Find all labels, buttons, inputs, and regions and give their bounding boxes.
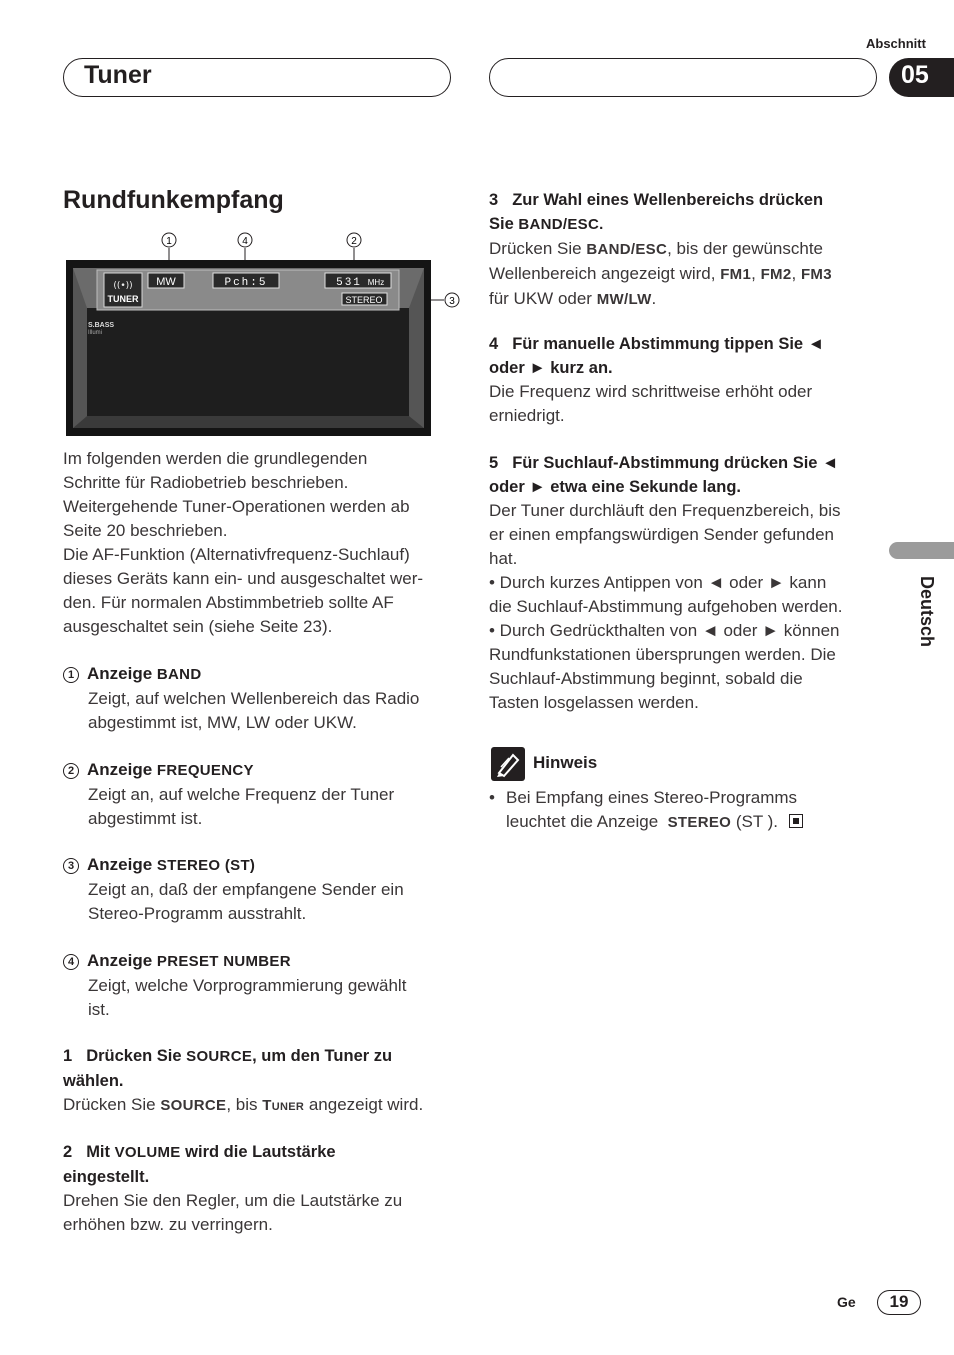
legend-item-1 <box>63 662 463 735</box>
intro-line: Im folgenden werden die grundlegenden <box>63 449 368 468</box>
display-preset: Pch:5 <box>224 277 268 289</box>
step-3: 3 Zur Wahl eines Wellenbereichs drücken Sie BAND/ESC. Drücken Sie BAND/ESC, bis der gewünschte Wellenbereich angezeigt wird, FM1, FM2, FM3 für UKW oder MW/LW. <box>489 191 832 308</box>
step-number: 2 <box>63 1143 73 1161</box>
display-stereo: STEREO <box>345 295 383 305</box>
page-number: 19 <box>889 1292 909 1311</box>
section-heading: Rundfunkempfang <box>63 186 284 214</box>
display-tuner-label: TUNER <box>107 294 139 304</box>
chapter-title-box <box>63 58 451 97</box>
display-frequency: 531 <box>336 277 362 289</box>
intro-line: Schritte für Radiobetrieb beschrieben. <box>63 473 349 492</box>
display-illumi: Illumi <box>88 330 103 336</box>
svg-text:1: 1 <box>166 236 172 247</box>
side-tab-bar <box>889 542 954 559</box>
intro-line: Seite 20 beschrieben. <box>63 521 228 540</box>
svg-text:4: 4 <box>242 236 248 247</box>
step-5: 5 Für Suchlauf-Abstimmung drücken Sie ◄ oder ► etwa eine Sekunde lang. Der Tuner durchläuft den Frequenzbereich, bis er einen empfangswürdigen Sender gefunden hat. • Durch kurzes Antippen von ◄ oder ► kann die Suchlauf-Abstimmung aufgehoben werden. • Durch Gedrückthalten von ◄ oder ► können Rundfunkstationen übersprungen werden. Die Suchlauf-Abstimmung beginnt, sobald die Tasten losgelassen werden. <box>489 454 843 712</box>
item-number: 3 <box>63 858 79 874</box>
note-icon <box>491 747 525 781</box>
item-label: Anzeige <box>87 664 153 683</box>
step-number: 5 <box>489 454 499 472</box>
intro-line: Weitergehende Tuner-Operationen werden ab <box>63 497 410 516</box>
item-label: Anzeige <box>87 951 153 970</box>
display-illustration <box>63 228 463 438</box>
item-desc-line: ist. <box>88 1000 110 1019</box>
section-number: 05 <box>901 61 929 89</box>
item-term: STEREO (ST) <box>156 857 256 874</box>
legend-item-3 <box>63 853 463 926</box>
svg-text:3: 3 <box>449 296 455 307</box>
item-desc-line: Zeigt an, auf welche Frequenz der Tuner <box>88 785 395 804</box>
item-desc-line: Stereo-Programm ausstrahlt. <box>88 904 307 923</box>
note-title: Hinweis <box>533 753 598 772</box>
intro-line: dieses Geräts kann ein- und ausgeschaltet wer- <box>63 569 424 588</box>
note-body: • Bei Empfang eines Stereo-Programms leuchtet die Anzeige STEREO (ST ). <box>489 786 879 835</box>
intro-paragraph <box>63 447 463 639</box>
intro-line: ausgeschaltet sein (siehe Seite 23). <box>63 617 333 636</box>
step-number: 3 <box>489 191 499 209</box>
chapter-title: Tuner <box>84 61 152 89</box>
item-desc-line: abgestimmt ist. <box>88 809 203 828</box>
svg-text:((•)): ((•)) <box>113 281 133 291</box>
item-desc-line: Zeigt, auf welchen Wellenbereich das Radio <box>88 689 420 708</box>
side-tab-language: Deutsch <box>917 576 937 648</box>
display-freq-unit: MHz <box>367 278 385 287</box>
step-2: 2 Mit VOLUME wird die Lautstärke eingestellt. Drehen Sie den Regler, um die Lautstärke zu erhöhen bzw. zu verringern. <box>63 1143 403 1234</box>
item-term: PRESET NUMBER <box>156 953 291 970</box>
step-number: 4 <box>489 335 499 353</box>
item-number: 2 <box>63 763 79 779</box>
intro-line: Die AF-Funktion (Alternativfrequenz-Suchlauf) <box>63 545 410 564</box>
end-mark-icon <box>789 814 803 828</box>
section-number-badge <box>889 58 954 97</box>
display-sbass: S.BASS <box>88 322 115 329</box>
item-desc-line: abgestimmt ist, MW, LW oder UKW. <box>88 713 357 732</box>
item-desc-line: Zeigt an, daß der empfangene Sender ein <box>88 880 404 899</box>
item-label: Anzeige <box>87 855 153 874</box>
svg-text:2: 2 <box>351 236 357 247</box>
step-number: 1 <box>63 1047 73 1065</box>
display-panel <box>87 308 409 416</box>
item-term: BAND <box>156 666 202 683</box>
display-figure <box>63 228 463 438</box>
display-band: MW <box>156 276 176 288</box>
legend-item-2 <box>63 758 463 831</box>
item-term: FREQUENCY <box>156 762 254 779</box>
item-desc-line: Zeigt, welche Vorprogrammierung gewählt <box>88 976 407 995</box>
intro-line: den. Für normalen Abstimmbetrieb sollte AF <box>63 593 394 612</box>
section-label: Abschnitt <box>866 36 926 51</box>
page-number-box <box>877 1290 921 1315</box>
item-label: Anzeige <box>87 760 153 779</box>
legend-item-4 <box>63 949 463 1022</box>
footer-lang-code: Ge <box>837 1294 856 1310</box>
header-right-box <box>489 58 877 97</box>
step-1: 1 Drücken Sie SOURCE, um den Tuner zu wählen. Drücken Sie SOURCE, bis Tuner angezeigt wird. <box>63 1047 424 1114</box>
item-number: 1 <box>63 667 79 683</box>
step-4: 4 Für manuelle Abstimmung tippen Sie ◄ oder ► kurz an. Die Frequenz wird schrittweise erhöht oder erniedrigt. <box>489 335 825 425</box>
item-number: 4 <box>63 954 79 970</box>
